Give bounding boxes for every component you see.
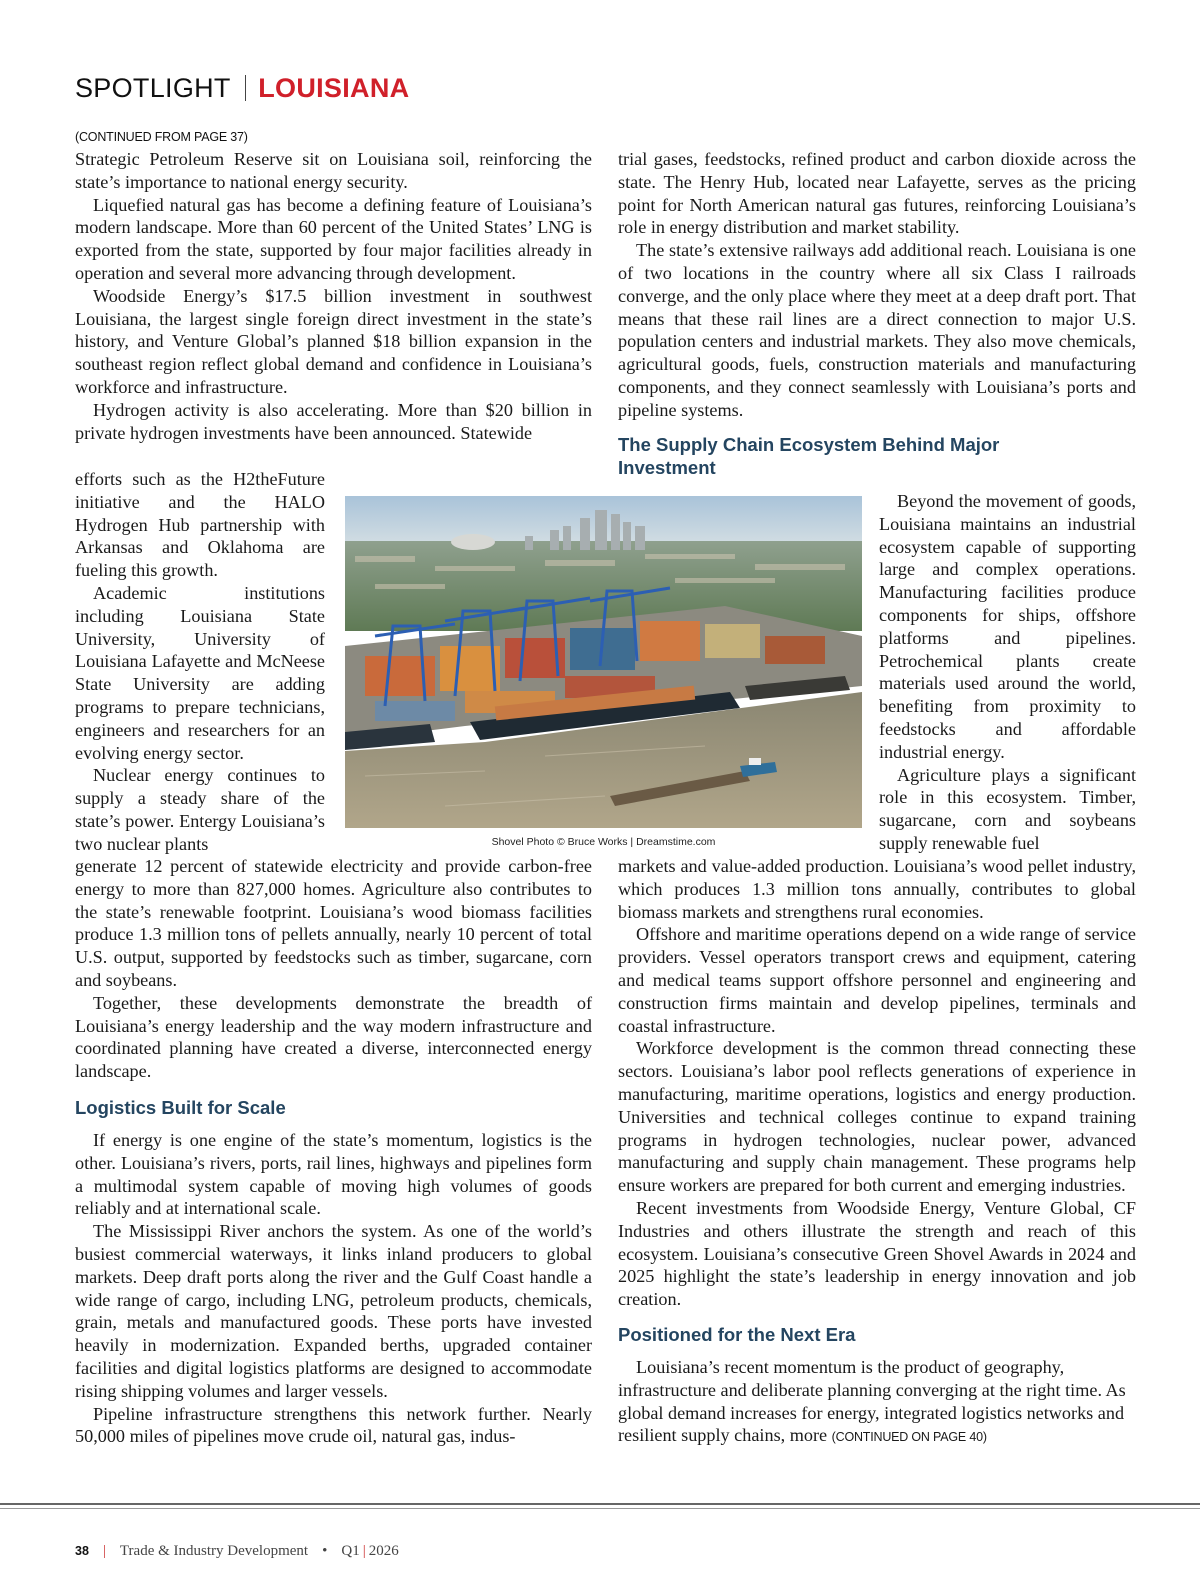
paragraph: Beyond the movement of goods, Louisiana maintains an industrial ecosystem capable of supporting large and complex operations. Manufacturing facilities produce components for ships, offshore platforms and pipelines. Petrochemical plants create materials used around the world, benefiting from proximity to feedstocks and affordable industrial energy.	[879, 491, 1136, 762]
continued-on: (CONTINUED ON PAGE 40)	[831, 1430, 987, 1445]
paragraph: markets and value-added production. Louisiana’s wood pellet industry, which produces 1.3 million tons annually, contributes to global biomass markets and strengthens rural economies.	[618, 856, 1136, 922]
paragraph: Nuclear energy continues to supply a steady share of the state’s power. Entergy Louisiana’s two nuclear plants	[75, 765, 325, 854]
heading-next-era: Positioned for the Next Era	[618, 1323, 856, 1345]
header-divider	[245, 75, 247, 101]
right-column-bottom	[618, 855, 1136, 1449]
footer-rule	[0, 1503, 1200, 1505]
footer-bullet: •	[322, 1543, 328, 1559]
paragraph: Pipeline infrastructure strengthens this network further. Nearly 50,000 miles of pipelines move crude oil, natural gas, indus-	[75, 1403, 592, 1447]
heading-supply-chain: The Supply Chain Ecosystem Behind Major Investment	[618, 433, 1000, 478]
paragraph	[618, 1356, 1136, 1449]
section-header	[75, 72, 409, 104]
footer-divider: |	[102, 1543, 106, 1559]
right-column-top	[618, 148, 1136, 479]
heading-logistics: Logistics Built for Scale	[75, 1096, 286, 1118]
continued-from: (CONTINUED FROM PAGE 37)	[75, 130, 248, 144]
paragraph: Hydrogen activity is also accelerating. More than $20 billion in private hydrogen investments have been announced. Statewide	[75, 399, 592, 443]
page-number: 38	[75, 1544, 89, 1558]
paragraph: Woodside Energy’s $17.5 billion investment in southwest Louisiana, the largest single foreign direct investment in the state’s history, and Venture Global’s planned $18 billion expansion in the southeast region reflect global demand and confidence in Louisiana’s workforce and infrastructure.	[75, 285, 592, 397]
paragraph: Recent investments from Woodside Energy, Venture Global, CF Industries and others illustrate the strength and reach of this ecosystem. Louisiana’s consecutive Green Shovel Awards in 2024 and 2025 highlight the state’s leadership in energy innovation and job creation.	[618, 1197, 1136, 1310]
magazine-name: Trade & Industry Development	[119, 1543, 309, 1559]
paragraph: efforts such as the H2theFuture initiative and the HALO Hydrogen Hub partnership with Arkansas and Oklahoma are fueling this growth.	[75, 469, 325, 581]
paragraph: Academic institutions including Louisiana State University, University of Louisiana Lafayette and McNeese State University are adding programs to prepare technicians, engineers and researchers for an evolving energy sector.	[75, 582, 325, 763]
paragraph: Offshore and maritime operations depend on a wide range of service providers. Vessel operators transport crews and equipment, catering and medical teams support offshore personnel and engineering and construction firms maintain and develop pipelines, terminals and coastal infrastructure.	[618, 924, 1136, 1036]
paragraph: Workforce development is the common thread connecting these sectors. Louisiana’s labor pool reflects generations of experience in manufacturing, maritime operations, logistics and energy production. Universities and technical colleges continue to expand training programs in hydrogen technologies, nuclear power, advanced manufacturing and supply chain management. These programs help ensure workers are prepared for both current and emerging industries.	[618, 1038, 1136, 1196]
paragraph: generate 12 percent of statewide electricity and provide carbon-free energy to more than 827,000 homes. Agriculture also contributes to the state’s renewable footprint. Louisiana’s wood biomass facilities produce 1.3 million tons of pellets annually, nearly 10 percent of total U.S. output, supported by feedstocks such as timber, sugarcane, corn and soybeans.	[75, 856, 592, 990]
left-column-wrap	[75, 468, 325, 856]
footer-divider: |	[362, 1543, 366, 1559]
right-column-wrap	[879, 490, 1136, 855]
state-label: LOUISIANA	[258, 72, 410, 103]
page-footer	[75, 1543, 399, 1560]
issue-quarter: Q1	[341, 1543, 360, 1559]
section-label: SPOTLIGHT	[75, 72, 231, 103]
port-aerial-photo	[345, 496, 862, 828]
left-column-bottom	[75, 855, 592, 1448]
paragraph: trial gases, feedstocks, refined product and carbon dioxide across the state. The Henry Hub, located near Lafayette, serves as the pricing point for North American natural gas futures, reinforcing Louisiana’s role in energy distribution and market stability.	[618, 149, 1136, 238]
footer-rule-thin	[0, 1508, 1200, 1509]
port-photo-illustration	[345, 496, 862, 828]
photo-credit: Shovel Photo © Bruce Works | Dreamstime.com	[491, 836, 716, 848]
paragraph: Together, these developments demonstrate the breadth of Louisiana’s energy leadership and the way modern infrastructure and coordinated planning have created a diverse, interconnected energy landscape.	[75, 992, 592, 1082]
issue-year: 2026	[368, 1543, 399, 1559]
paragraph-text: Louisiana’s recent momentum is the product of geography, infrastructure and deliberate planning converging at the right time. As global demand increases for energy, integrated logistics networks and resilient supply chains, more	[618, 1356, 1126, 1446]
paragraph: Strategic Petroleum Reserve sit on Louisiana soil, reinforcing the state’s importance to national energy security.	[75, 149, 592, 192]
paragraph: The Mississippi River anchors the system. As one of the world’s busiest commercial waterways, it links inland producers to global markets. Deep draft ports along the river and the Gulf Coast handle a wide range of cargo, including LNG, petroleum products, chemicals, grain, metals and manufactured goods. These ports have invested heavily in modernization. Expanded berths, upgraded container facilities and digital logistics platforms are designed to accommodate rising shipping volumes and larger vessels.	[75, 1221, 592, 1401]
paragraph: Agriculture plays a significant role in this ecosystem. Timber, sugarcane, corn and soybeans supply renewable fuel	[879, 764, 1136, 853]
paragraph: If energy is one engine of the state’s momentum, logistics is the other. Louisiana’s rivers, ports, rail lines, highways and pipelines form a multimodal system capable of moving high volumes of goods reliably and at international scale.	[75, 1129, 592, 1219]
left-column-top	[75, 148, 592, 444]
paragraph: Liquefied natural gas has become a defining feature of Louisiana’s modern landscape. More than 60 percent of the United States’ LNG is exported from the state, supported by four major facilities already in operation and several more advancing through development.	[75, 194, 592, 283]
paragraph: The state’s extensive railways add additional reach. Louisiana is one of two locations in the country where all six Class I railroads converge, and the only place where they meet at a deep draft port. That means that these rail lines are a direct connection to major U.S. population centers and industrial markets. They also move chemicals, agricultural goods, fuels, construction materials and manufacturing components, and they connect seamlessly with Louisiana’s ports and pipeline systems.	[618, 240, 1136, 420]
